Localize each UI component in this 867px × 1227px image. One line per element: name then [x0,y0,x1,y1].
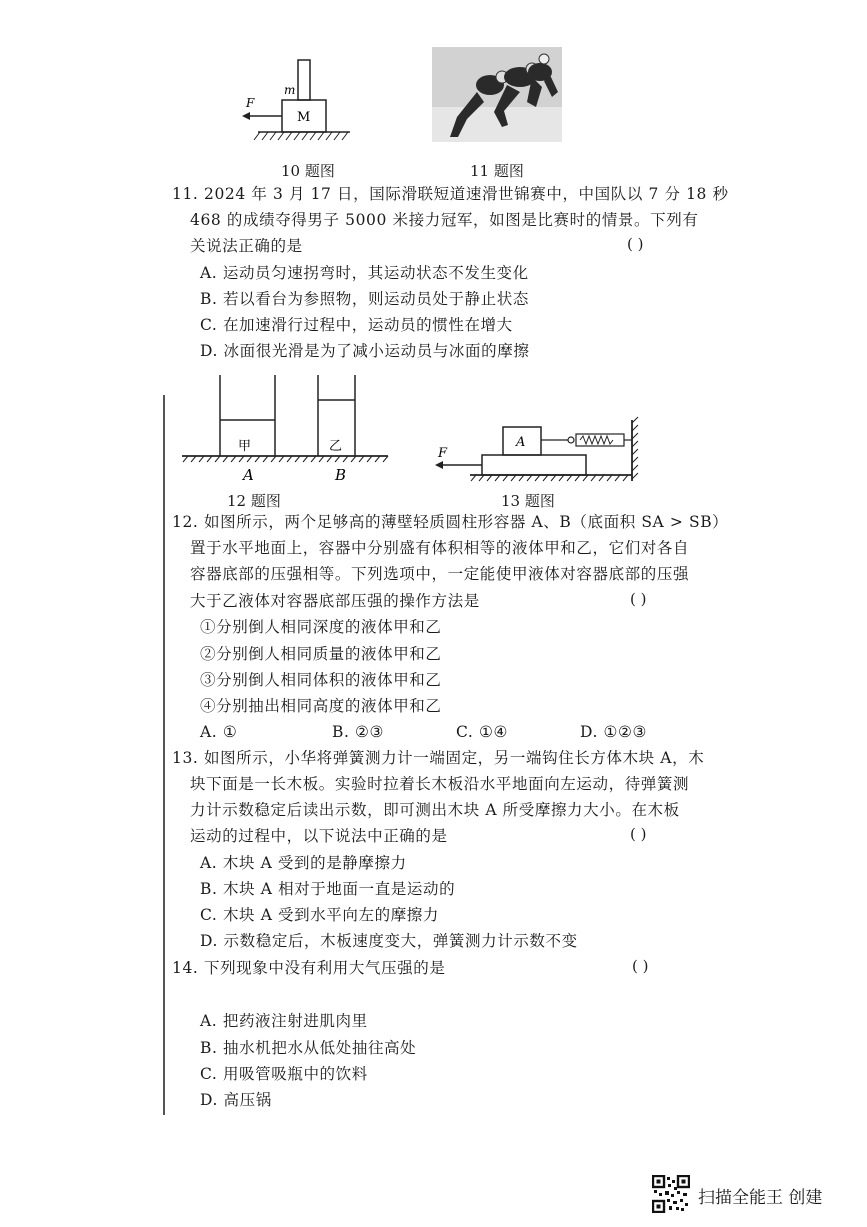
label-B: B [335,466,347,484]
q14-option-a: A. 把药液注射进肌肉里 [200,1012,368,1030]
label-A: A [243,466,254,484]
q13-stem-line-1: 13. 如图所示，小华将弹簧测力计一端固定，另一端钩住长方体木块 A，木 [172,749,705,767]
binding-margin-line [163,395,165,1115]
q13-option-c: C. 木块 A 受到水平向左的摩擦力 [200,906,440,924]
q11-option-c: C. 在加速滑行过程中，运动员的惯性在增大 [200,316,513,334]
label-yi: 乙 [329,439,343,454]
q12-stem-line-2: 置于水平地面上，容器中分别盛有体积相等的液体甲和乙，它们对各自 [190,539,690,557]
q12-stem-line-3: 容器底部的压强相等。下列选项中，一定能使甲液体对容器底部的压强 [190,565,690,583]
q11-option-b: B. 若以看台为参照物，则运动员处于静止状态 [200,290,529,308]
figure-11-photo [432,47,562,142]
q11-stem-line-3: 关说法正确的是 [190,237,303,255]
figure-10 [240,50,370,150]
q11-stem-line-1: 11. 2024 年 3 月 17 日，国际滑联短道速滑世锦赛中，中国队以 7 分 18 秒 [172,185,729,203]
q13-stem-line-2: 块下面是一长木板。实验时拉着长木板沿水平地面向左运动，待弹簧测 [190,775,690,793]
q14-option-b: B. 抽水机把水从低处抽往高处 [200,1039,417,1057]
q12-stem-line-1: 12. 如图所示，两个足够高的薄壁轻质圆柱形容器 A、B（底面积 SA > SB） [172,513,729,531]
q12-option-d: D. ①②③ [580,723,648,741]
q13-option-b: B. 木块 A 相对于地面一直是运动的 [200,880,456,898]
q12-sub-item-4: ④分别抽出相同高度的液体甲和乙 [200,697,442,715]
figure-12-caption: 12 题图 [227,492,281,510]
q12-stem-line-4: 大于乙液体对容器底部压强的操作方法是 [190,592,480,610]
figure-12 [180,370,390,485]
label-jia: 甲 [238,439,252,454]
q14-answer-paren: ( ) [632,957,649,975]
q13-stem-line-3: 力计示数稳定后读出示数，即可测出木块 A 所受摩擦力大小。在木板 [190,801,680,819]
q12-sub-item-1: ①分别倒人相同深度的液体甲和乙 [200,618,442,636]
q12-option-b: B. ②③ [332,723,385,741]
q14-option-d: D. 高压锅 [200,1091,272,1109]
q11-option-a: A. 运动员匀速拐弯时，其运动状态不发生变化 [200,264,529,282]
q11-stem-line-2: 468 的成绩夺得男子 5000 米接力冠军，如图是比赛时的情景。下列有 [190,211,699,229]
figure-11-caption: 11 题图 [470,162,524,180]
q12-option-a: A. ① [200,723,238,741]
q12-sub-item-3: ③分别倒人相同体积的液体甲和乙 [200,671,442,689]
q14-option-c: C. 用吸管吸瓶中的饮料 [200,1065,368,1083]
q13-stem-line-4: 运动的过程中，以下说法中正确的是 [190,827,448,845]
q12-answer-paren: ( ) [630,590,647,608]
q14-stem-line-1: 14. 下列现象中没有利用大气压强的是 [172,959,446,977]
figure-13 [430,415,650,490]
q12-sub-item-2: ②分别倒人相同质量的液体甲和乙 [200,645,442,663]
label-A: A [516,435,526,450]
q12-option-c: C. ①④ [456,723,508,741]
label-m: m [284,83,296,97]
label-F: F [246,96,255,110]
label-M: M [297,110,311,125]
figure-13-caption: 13 题图 [501,492,555,510]
q13-answer-paren: ( ) [630,825,647,843]
q13-option-a: A. 木块 A 受到的是静摩擦力 [200,854,407,872]
q11-answer-paren: ( ) [627,235,644,253]
qr-code-icon [652,1175,690,1213]
scanner-watermark-text: 扫描全能王 创建 [698,1188,823,1208]
label-F: F [438,446,448,461]
q13-option-d: D. 示数稳定后，木板速度变大，弹簧测力计示数不变 [200,932,578,950]
q11-option-d: D. 冰面很光滑是为了减小运动员与冰面的摩擦 [200,342,530,360]
figure-10-caption: 10 题图 [281,162,335,180]
